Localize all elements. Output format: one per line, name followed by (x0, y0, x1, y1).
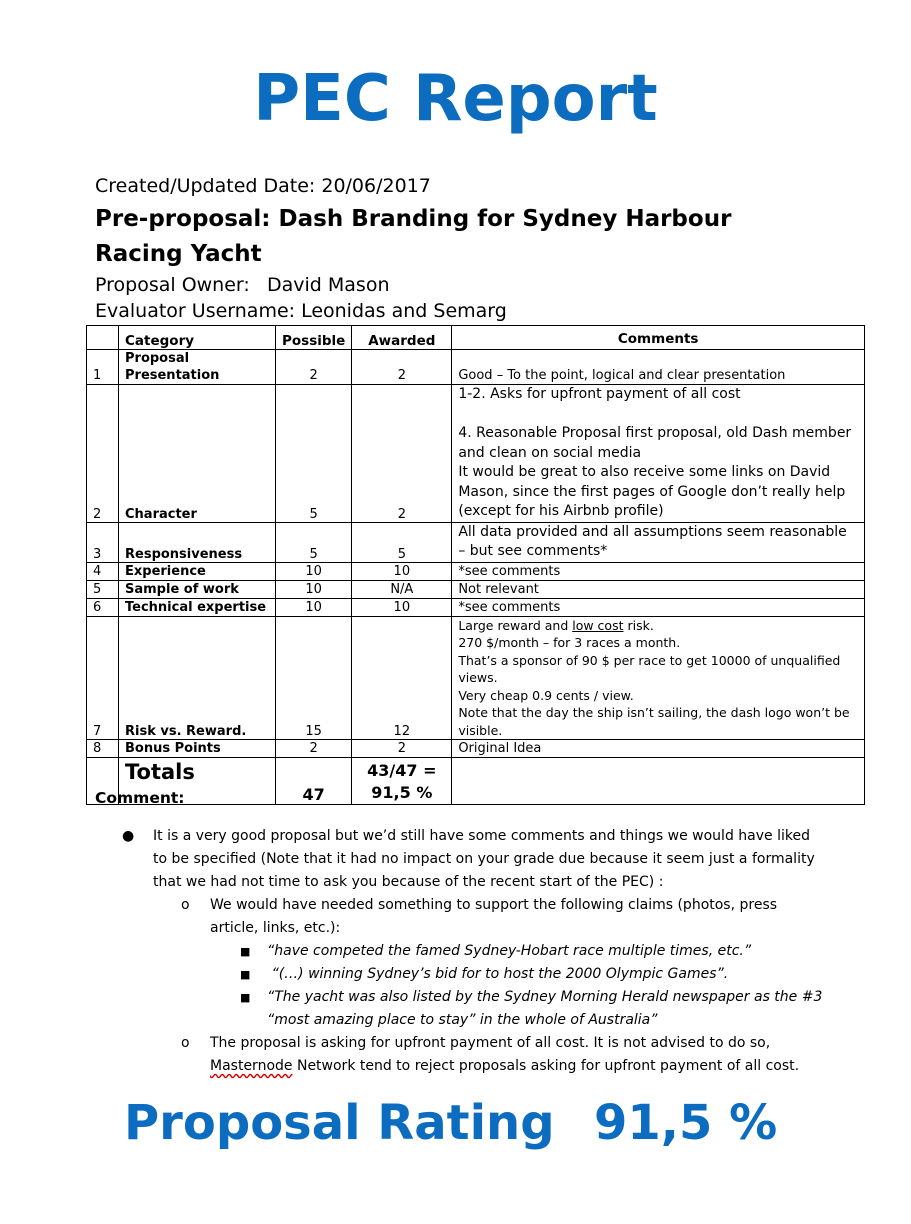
header-possible: Possible (276, 326, 352, 350)
created-date: Created/Updated Date: 20/06/2017 (95, 175, 431, 197)
header-number (87, 326, 119, 350)
row-comments: *see comments (452, 562, 865, 580)
header-comments: Comments (452, 326, 865, 350)
row-comments (452, 385, 865, 523)
comment-text: risk. (623, 617, 654, 633)
row-category: Sample of work (119, 580, 276, 598)
header-awarded: Awarded (352, 326, 452, 350)
row-awarded: N/A (352, 580, 452, 598)
row-number: 8 (87, 740, 119, 758)
comment-line: 270 $/month – for 3 races a month. (458, 635, 681, 650)
comment-line (458, 617, 858, 635)
totals-possible: 47 (276, 758, 352, 805)
totals-label: Totals (119, 758, 276, 805)
list-item-text (210, 1035, 799, 1074)
table-header-row (87, 326, 865, 350)
row-possible: 10 (276, 562, 352, 580)
text-fragment: The proposal is asking for upfront payment of all cost. It is not advised to do so, (210, 1035, 771, 1051)
totals-awarded-fraction: 43/47 = (367, 761, 437, 780)
row-awarded: 10 (352, 598, 452, 616)
claim-text: “(…) winning Sydney’s bid for to host the 2000 Olympic Games”. (267, 966, 729, 982)
totals-awarded (352, 758, 452, 805)
table-row (87, 616, 865, 740)
table-row (87, 598, 865, 616)
owner-label: Proposal Owner: (95, 274, 250, 296)
evaluation-table (86, 325, 865, 805)
table-row (87, 522, 865, 562)
row-possible: 5 (276, 522, 352, 562)
square-bullet-icon: ■ (240, 968, 251, 981)
list-item (95, 894, 825, 940)
proposal-owner (95, 274, 390, 296)
bullet-icon: ● (122, 828, 135, 844)
proposal-rating-label: Proposal Rating (124, 1095, 555, 1151)
row-number: 4 (87, 562, 119, 580)
row-category: Character (119, 385, 276, 523)
comment-heading: Comment: (95, 789, 185, 807)
claim-text: “The yacht was also listed by the Sydney Morning Herald newspaper as the #3 “most amazing place to stay” in the whole of Australia” (267, 989, 823, 1028)
comment-line: It would be great to also receive some links on David Mason, since the first pages of Google don’t really help (except for his Airbnb profile) (458, 464, 846, 519)
square-bullet-icon: ■ (240, 945, 251, 958)
table-row (87, 580, 865, 598)
list-item (95, 963, 825, 986)
row-comments: All data provided and all assumptions seem reasonable – but see comments* (452, 522, 865, 562)
row-number: 1 (87, 350, 119, 385)
row-category: Experience (119, 562, 276, 580)
comment-text: Large reward and (458, 617, 573, 633)
table-row (87, 740, 865, 758)
owner-name: David Mason (267, 274, 390, 296)
spellcheck-word: Masternode (210, 1058, 293, 1074)
proposal-title: Pre-proposal: Dash Branding for Sydney Harbour Racing Yacht (95, 206, 732, 267)
row-category: Bonus Points (119, 740, 276, 758)
table-row (87, 350, 865, 385)
underlined-text: low cost (572, 617, 624, 633)
text-fragment: Network tend to reject proposals asking for upfront payment of all cost. (292, 1058, 800, 1074)
claim-text: “have competed the famed Sydney-Hobart race multiple times, etc.” (267, 943, 752, 959)
comment-line: That’s a sponsor of 90 $ per race to get 10000 of unqualified views. (458, 652, 841, 685)
table-row (87, 385, 865, 523)
row-awarded: 2 (352, 385, 452, 523)
row-comments: Not relevant (452, 580, 865, 598)
row-category: Technical expertise (119, 598, 276, 616)
comment-line: 1-2. Asks for upfront payment of all cost (458, 386, 741, 402)
comment-line: Note that the day the ship isn’t sailing, the dash logo won’t be visible. (458, 705, 850, 738)
comment-line: 4. Reasonable Proposal first proposal, old Dash member and clean on social media (458, 425, 852, 461)
totals-row (87, 758, 865, 805)
row-number: 7 (87, 616, 119, 740)
row-possible: 2 (276, 350, 352, 385)
table-row (87, 562, 865, 580)
proposal-rating-value: 91,5 % (594, 1095, 778, 1151)
row-awarded: 2 (352, 350, 452, 385)
row-number: 2 (87, 385, 119, 523)
header-category: Category (119, 326, 276, 350)
row-possible: 10 (276, 580, 352, 598)
report-title: PEC Report (253, 62, 658, 136)
comment-line (458, 405, 858, 425)
row-possible: 2 (276, 740, 352, 758)
row-number: 5 (87, 580, 119, 598)
totals-awarded-percent: 91,5 % (371, 783, 433, 802)
circle-bullet-icon: o (181, 1035, 190, 1051)
row-comments: Original Idea (452, 740, 865, 758)
list-item (95, 940, 825, 963)
list-item-text: We would have needed something to support the following claims (photos, press article, links, etc.): (210, 897, 778, 936)
row-awarded: 2 (352, 740, 452, 758)
circle-bullet-icon: o (181, 897, 190, 913)
list-item (95, 986, 825, 1032)
row-possible: 5 (276, 385, 352, 523)
row-awarded: 5 (352, 522, 452, 562)
row-comments: Good – To the point, logical and clear presentation (452, 350, 865, 385)
row-category: Proposal Presentation (119, 350, 276, 385)
row-possible: 15 (276, 616, 352, 740)
row-category: Risk vs. Reward. (119, 616, 276, 740)
list-item (95, 825, 825, 894)
row-category: Responsiveness (119, 522, 276, 562)
row-awarded: 12 (352, 616, 452, 740)
comment-line: Very cheap 0.9 cents / view. (458, 687, 634, 703)
comment-list (95, 825, 825, 1078)
list-item (95, 1032, 825, 1078)
row-comments: *see comments (452, 598, 865, 616)
evaluator-username: Evaluator Username: Leonidas and Semarg (95, 300, 507, 322)
row-number: 6 (87, 598, 119, 616)
row-comments (452, 616, 865, 740)
list-item-text: It is a very good proposal but we’d still have some comments and things we would have liked to be specified (Note that it had no impact on your grade due because it seem just a formality that we had not time to ask you because of the recent start of the PEC) : (153, 828, 815, 890)
row-possible: 10 (276, 598, 352, 616)
row-number: 3 (87, 522, 119, 562)
totals-comments (452, 758, 865, 805)
square-bullet-icon: ■ (240, 991, 251, 1004)
row-awarded: 10 (352, 562, 452, 580)
